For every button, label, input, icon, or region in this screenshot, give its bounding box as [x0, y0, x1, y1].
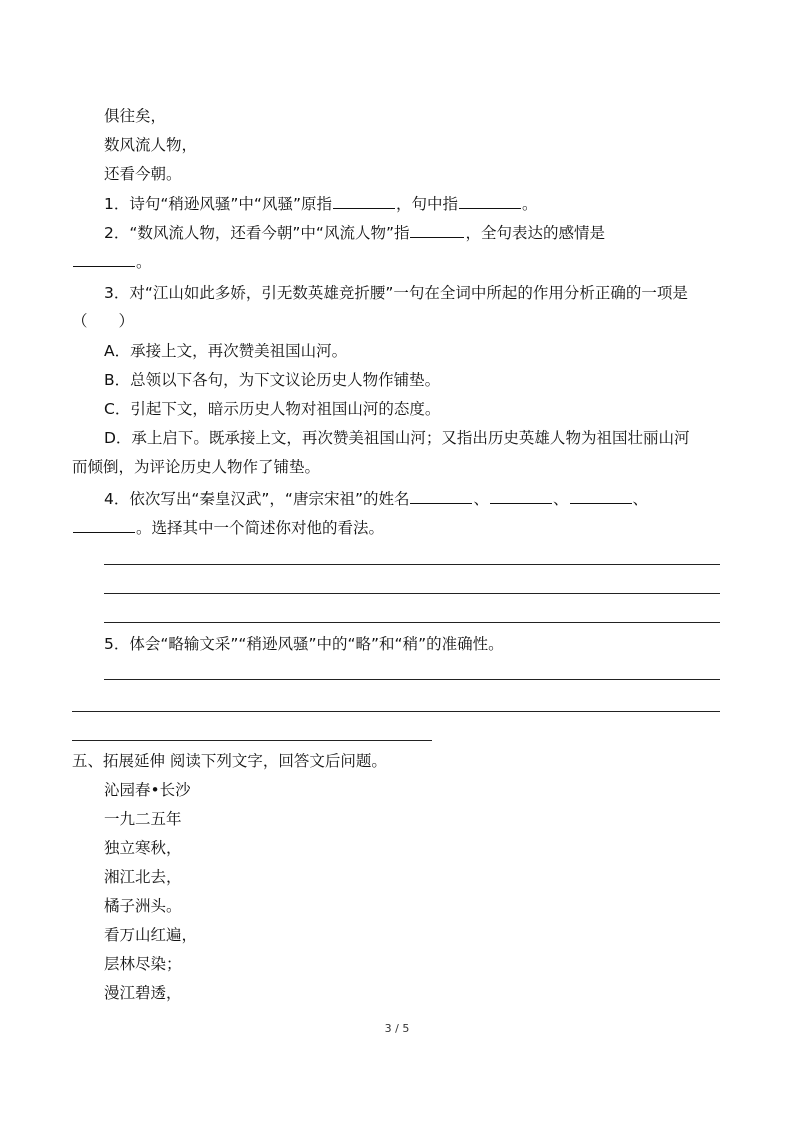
separator: 、: [553, 490, 569, 508]
poem-line: 层林尽染；: [104, 955, 182, 973]
answer-line[interactable]: [104, 679, 720, 680]
option-d-continued: 而倾倒，为评论历史人物作了铺垫。: [72, 458, 321, 476]
poem-date: 一九二五年: [104, 810, 182, 828]
poem-line: 俱往矣，: [104, 107, 167, 125]
answer-blank[interactable]: [490, 488, 552, 504]
poem-line: 漫江碧透，: [104, 984, 182, 1002]
answer-line[interactable]: [104, 593, 720, 594]
poem-line: 湘江北去，: [104, 868, 182, 886]
answer-blank[interactable]: [410, 488, 472, 504]
question-2-end: 。: [136, 253, 152, 271]
poem-line: 看万山红遍，: [104, 926, 198, 944]
question-2-continued: [72, 251, 152, 272]
poem-title: 沁园春•长沙: [104, 781, 191, 799]
poem-line: 数风流人物，: [104, 136, 198, 154]
question-1-prefix: 1．诗句“稍逊风骚”中“风骚”原指: [104, 195, 332, 213]
option-d: D．承上启下。既承接上文，再次赞美祖国山河；又指出历史英雄人物为祖国壮丽山河: [104, 429, 690, 447]
option-a: A．承接上文，再次赞美祖国山河。: [104, 342, 348, 360]
question-2-prefix: 2．“数风流人物，还看今朝”中“风流人物”指: [104, 224, 410, 242]
answer-line[interactable]: [72, 740, 432, 741]
question-2: [104, 222, 605, 243]
question-1: [104, 193, 538, 214]
poem-line: 独立寒秋，: [104, 839, 182, 857]
poem-line: 橘子洲头。: [104, 897, 182, 915]
answer-line[interactable]: [72, 711, 720, 712]
question-4: [104, 488, 648, 509]
answer-blank[interactable]: [73, 251, 135, 267]
option-b: B．总领以下各句，为下文议论历史人物作铺垫。: [104, 371, 441, 389]
question-1-end: 。: [522, 195, 538, 213]
question-3-bracket: （ ）: [72, 312, 135, 330]
answer-blank[interactable]: [570, 488, 632, 504]
answer-blank[interactable]: [333, 193, 395, 209]
question-4-prefix: 4．依次写出“秦皇汉武”，“唐宗宋祖”的姓名: [104, 490, 410, 508]
separator: 、: [632, 490, 649, 508]
poem-line: 还看今朝。: [104, 165, 182, 183]
question-4-continued: [72, 517, 384, 538]
question-4-end: 。选择其中一个简述你对他的看法。: [136, 519, 385, 537]
answer-blank[interactable]: [73, 517, 135, 533]
question-1-mid: ，句中指: [395, 195, 458, 213]
answer-line[interactable]: [104, 622, 720, 623]
separator: 、: [473, 490, 489, 508]
question-2-mid: ，全句表达的感情是: [465, 224, 605, 242]
question-3-stem: 3．对“江山如此多娇，引无数英雄竞折腰”一句在全词中所起的作用分析正确的一项是: [104, 284, 688, 302]
option-c: C．引起下文，暗示历史人物对祖国山河的态度。: [104, 400, 441, 418]
page-number: 3 / 5: [384, 1022, 410, 1035]
question-5: 5．体会“略输文采”“稍逊风骚”中的“略”和“稍”的准确性。: [104, 635, 504, 653]
answer-line[interactable]: [104, 564, 720, 565]
section-title: 五、拓展延伸 阅读下列文字，回答文后问题。: [72, 752, 387, 770]
answer-blank[interactable]: [410, 222, 464, 238]
answer-blank[interactable]: [459, 193, 521, 209]
